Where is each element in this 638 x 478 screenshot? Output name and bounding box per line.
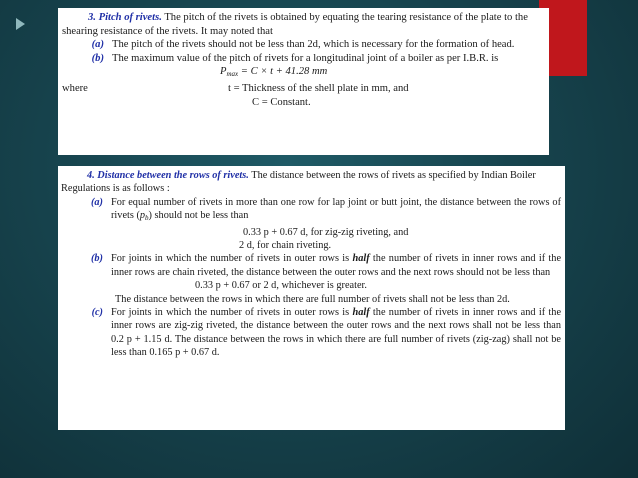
where-constant-def: C = Constant. (252, 96, 311, 108)
pmax-formula (62, 65, 544, 82)
bullet-arrow-icon (16, 18, 25, 30)
pitch-item-b (62, 52, 544, 66)
half-emphasis-c: half (352, 307, 370, 319)
pmax-subscript: max (226, 70, 239, 79)
where-row (62, 82, 544, 96)
pitch-item-a-label: (a) (91, 39, 104, 51)
pb-symbol: p (139, 210, 146, 222)
pitch-item-b-label: (b) (91, 52, 104, 64)
distance-between-rows-panel (58, 166, 565, 430)
distance-item-b (61, 252, 561, 279)
distance-item-a-text (111, 196, 561, 226)
where-label: where (62, 82, 88, 94)
full-rivets-note: The distance between the rows in which there are full number of rivets shall not be less than 2d. (115, 293, 510, 305)
distance-item-c-text-part1: For joints in which the number of rivets in outer rows is (111, 307, 353, 319)
distance-intro-text: The distance between the rows of rivets as specified by Indian Boiler Regulations is as follows : (61, 170, 536, 195)
distance-item-b-text-part2: the number of rivets in inner rows and if the inner rows are chain riveted, the distance between the outer rows and the next rows should not be less than (111, 253, 562, 278)
pitch-intro (62, 11, 544, 38)
half-emphasis-b: half (352, 253, 370, 265)
distance-item-a-text-part2: ) should not be less than (148, 210, 249, 222)
pitch-item-a (62, 38, 544, 52)
pmax-expression: = C × t + 41.28 mm (238, 66, 328, 78)
pitch-item-b-text: The maximum value of the pitch of rivets for a longitudinal joint of a boiler as per I.B.R. is (112, 52, 499, 64)
distance-item-c-label: (c) (91, 307, 103, 319)
chain-formula: 2 d, for chain riveting. (239, 240, 332, 252)
zigzag-formula: 0.33 p + 0.67 d, for zig-zig riveting, and (243, 226, 409, 238)
distance-item-a-label: (a) (90, 196, 103, 208)
distance-item-c-text (111, 306, 561, 360)
outer-rows-formula: 0.33 p + 0.67 or 2 d, whichever is greater. (195, 280, 367, 292)
pmax-symbol: P (220, 66, 227, 78)
distance-item-b-label: (b) (90, 253, 103, 265)
pitch-intro-text: The pitch of the rivets is obtained by equating the tearing resistance of the plate to the shearing resistance of the rivets. It may noted that (62, 12, 528, 37)
distance-item-b-text-part1: For joints in which the number of rivets in outer rows is (111, 253, 353, 265)
where-thickness-def: t = Thickness of the shell plate in mm, and (228, 82, 409, 94)
distance-item-a-text-part1: For equal number of rivets in more than one row for lap joint or butt joint, the distance between the rows of rivets ( (111, 196, 561, 222)
distance-item-b-text (111, 252, 561, 279)
pitch-item-a-text: The pitch of the rivets should not be less than 2d, which is necessary for the formation of head. (112, 39, 515, 51)
distance-intro (61, 169, 561, 196)
distance-item-a (61, 196, 561, 226)
distance-item-c (61, 306, 561, 360)
pb-subscript: b (145, 214, 149, 223)
distance-heading: 4. Distance between the rows of rivets. (87, 170, 249, 181)
pitch-heading: 3. Pitch of rivets. (88, 12, 162, 23)
distance-item-c-text-part2: the number of rivets in inner rows and if the inner rows are zig-zig riveted, the distance between the outer rows and the next rows shall not be less than 0.2 p + 1.15 d. The distance between the rows in which there are full number of rivets (zig-zag) shall not be less than 0.165 p + 0.67 d. (111, 307, 562, 359)
pitch-of-rivets-panel (58, 8, 549, 155)
